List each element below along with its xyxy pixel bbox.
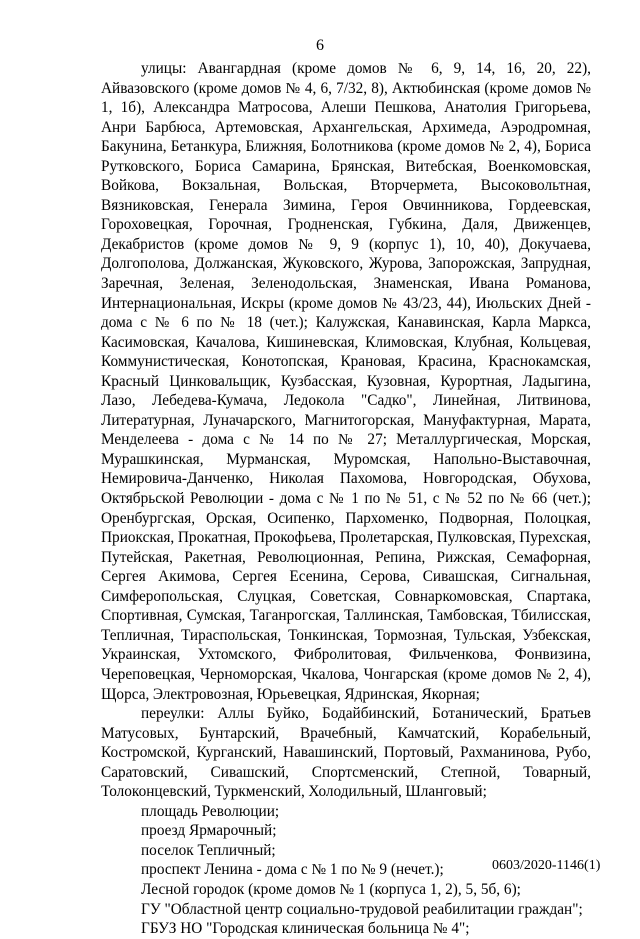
list-item: проспект Ленина - дома с № 1 по № 9 (нечет.); <box>141 861 444 879</box>
list-item: проезд Ярмарочный; <box>141 822 277 840</box>
list-item: Лесной городок (кроме домов № 1 (корпуса 1, 2), 5, 5б, 6); <box>141 880 521 898</box>
page-number: 6 <box>316 37 324 54</box>
list-item: ГБУЗ НО "Городская клиническая больница № 4"; <box>141 920 470 938</box>
address-list <box>101 59 591 939</box>
list-item: ГУ "Областной центр социально-трудовой реабилитации граждан"; <box>141 900 583 918</box>
document-code: 0603/2020-1146(1) <box>492 858 601 873</box>
list-item: поселок Тепличный; <box>141 841 276 859</box>
streets-paragraph: улицы: Авангардная (кроме домов № 6, 9, 14, 16, 20, 22), Айвазовского (кроме домов № 4, 6, 7/32, 8), Актюбинская (кроме домов № 1, 1б), Александра Матросова, Алеши Пешкова, Анатолия Григорьева, Анри Барбюса, Артемовская, Архангельская, Архимеда, Аэродромная, Бакунина, Бетанкура, Ближняя, Болотникова (кроме домов № 2, 4), Бориса Рутковского, Бориса Самарина, Брянская, Витебская, Военкомовская, Войкова, Вокзальная, Вольская, Вторчермета, Высоковольтная, Вязниковская, Генерала Зимина, Героя Овчинникова, Гордеевская, Гороховецкая, Горочная, Гродненская, Губкина, Даля, Движенцев, Декабристов (кроме домов № 9, 9 (корпус 1), 10, 40), Докучаева, Долгополова, Должанская, Жуковского, Журова, Запорожская, Запрудная, Заречная, Зеленая, Зеленодольская, Знаменская, Ивана Романова, Интернациональная, Искры (кроме домов № 43/23, 44), Июльских Дней - дома с № 6 по № 18 (чет.); Калужская, Канавинская, Карла Маркса, Касимовская, Качалова, Кишиневская, Климовская, Клубная, Кольцевая, Коммунистическая, Конотопская, Крановая, Красина, Краснокамская, Красный Цинковальщик, Кузбасская, Кузовная, Курортная, Ладыгина, Лазо, Лебедева-Кумача, Ледокола "Садко", Линейная, Литвинова, Литературная, Луначарского, Магнитогорская, Мануфактурная, Марата, Менделеева - дома с № 14 по № 27; Металлургическая, Морская, Мурашкинская, Мурманская, Муромская, Напольно-Выставочная, Немировича-Данченко, Николая Пахомова, Новгородская, Обухова, Октябрьской Революции - дома с № 1 по № 51, с № 52 по № 66 (чет.); Оренбургская, Орская, Осипенко, Пархоменко, Подворная, Полоцкая, Приокская, Прокатная, Прокофьева, Пролетарская, Пулковская, Пурехская, Путейская, Ракетная, Революционная, Репина, Рижская, Семафорная, Сергея Акимова, Сергея Есенина, Серова, Сивашская, Сигнальная, Симферопольская, Слуцкая, Советская, Совнаркомовская, Спартака, Спортивная, Сумская, Таганрогская, Таллинская, Тамбовская, Тбилисская, Тепличная, Тираспольская, Тонкинская, Тормозная, Тульская, Узбекская, Украинская, Ухтомского, Фибролитовая, Фильченкова, Фонвизина, Череповецкая, Черноморская, Чкалова, Чонгарская (кроме домов № 2, 4), Щорса, Электровозная, Юрьевецкая, Ядринская, Якорная; <box>101 60 591 703</box>
lanes-paragraph: переулки: Аллы Буйко, Бодайбинский, Ботанический, Братьев Матусовых, Бунтарский, Врачебный, Камчатский, Корабельный, Костромской, Курганский, Навашинский, Портовый, Рахманинова, Рубо, Саратовский, Сивашский, Спортсменский, Степной, Товарный, Толоконцевский, Туркменский, Холодильный, Шланговый; <box>101 705 591 801</box>
list-item: площадь Революции; <box>141 802 280 820</box>
